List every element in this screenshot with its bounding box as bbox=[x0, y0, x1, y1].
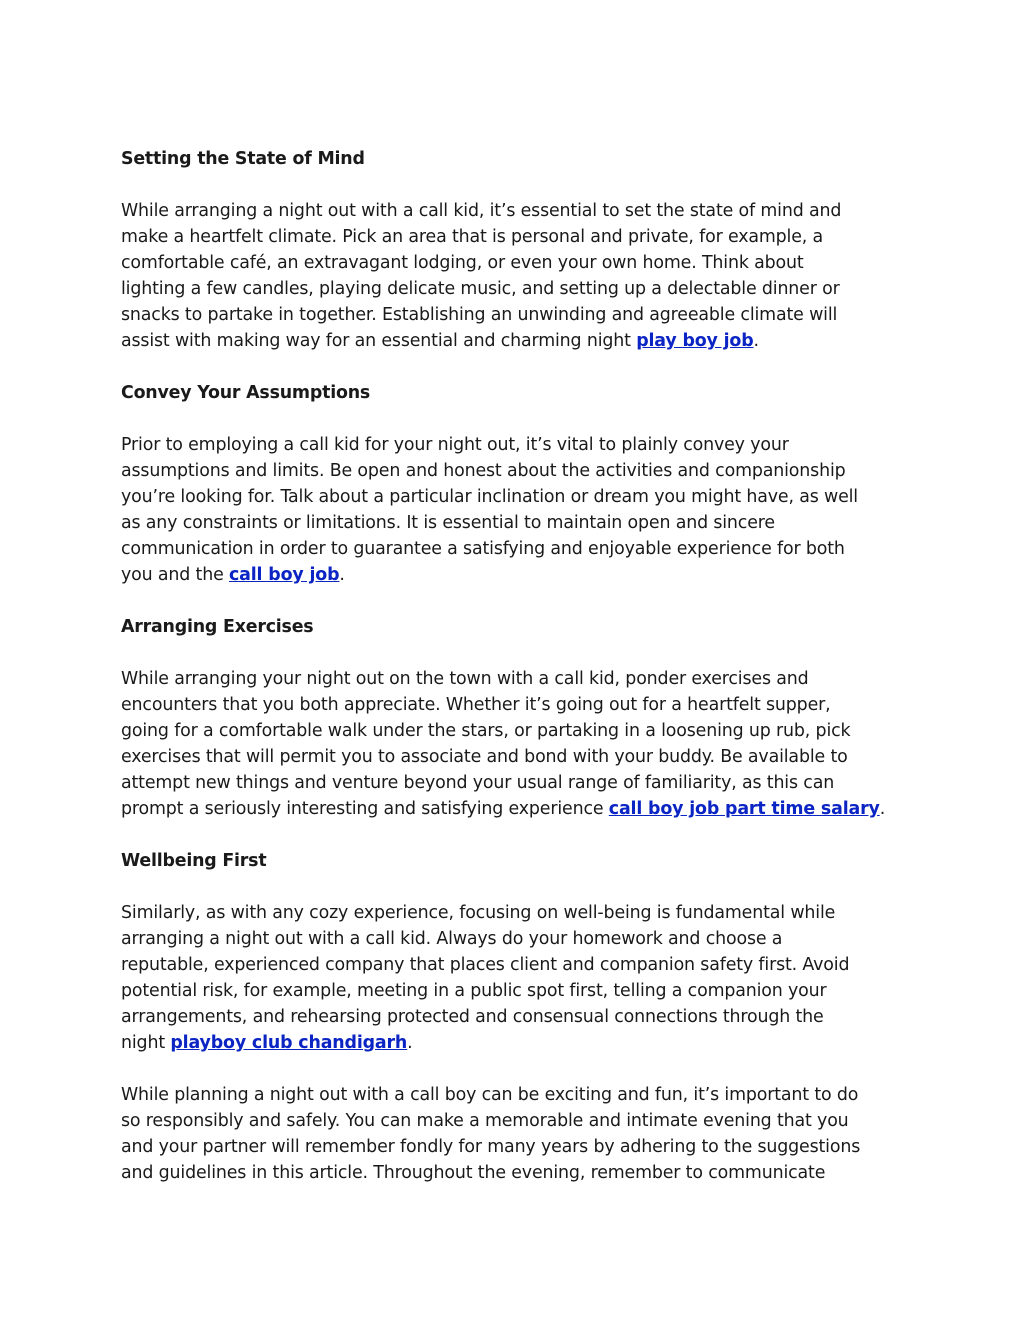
paragraph-line: you’re looking for. Talk about a particular inclination or dream you might have, as well bbox=[121, 487, 858, 507]
paragraph-line: arranging a night out with a call kid. Always do your homework and choose a bbox=[121, 929, 783, 949]
play-boy-job-link[interactable]: play boy job bbox=[636, 331, 754, 351]
paragraph-line: Similarly, as with any cozy experience, focusing on well-being is fundamental while bbox=[121, 903, 836, 923]
line-text: you and the bbox=[121, 565, 229, 585]
paragraph-line: as any constraints or limitations. It is essential to maintain open and sincere bbox=[121, 513, 775, 533]
paragraph-line bbox=[121, 562, 901, 588]
section-heading: Wellbeing First bbox=[121, 851, 267, 871]
paragraph-line: Prior to employing a call kid for your night out, it’s vital to plainly convey your bbox=[121, 435, 789, 455]
section-paragraph bbox=[121, 432, 901, 588]
document-page bbox=[121, 146, 901, 1212]
section-paragraph bbox=[121, 900, 901, 1056]
line-text: assist with making way for an essential and charming night bbox=[121, 331, 637, 351]
paragraph-line: While arranging a night out with a call kid, it’s essential to set the state of mind and bbox=[121, 201, 842, 221]
paragraph-line: and your partner will remember fondly for many years by adhering to the suggestions bbox=[121, 1137, 861, 1157]
paragraph-line: encounters that you both appreciate. Whether it’s going out for a heartfelt supper, bbox=[121, 695, 831, 715]
paragraph-line: assumptions and limits. Be open and honest about the activities and companionship bbox=[121, 461, 846, 481]
paragraph-line: arrangements, and rehearsing protected and consensual connections through the bbox=[121, 1007, 824, 1027]
section-heading: Setting the State of Mind bbox=[121, 149, 365, 169]
paragraph-line bbox=[121, 328, 901, 354]
call-boy-job-link[interactable]: call boy job bbox=[229, 565, 340, 585]
paragraph-line: exercises that will permit you to associate and bond with your buddy. Be available to bbox=[121, 747, 848, 767]
line-punctuation: . bbox=[407, 1033, 413, 1053]
line-punctuation: . bbox=[339, 565, 345, 585]
paragraph-line: going for a comfortable walk under the stars, or partaking in a loosening up rub, pick bbox=[121, 721, 851, 741]
paragraph-line: reputable, experienced company that places client and companion safety first. Avoid bbox=[121, 955, 850, 975]
paragraph-line: attempt new things and venture beyond your usual range of familiarity, as this can bbox=[121, 773, 835, 793]
section-paragraph bbox=[121, 666, 901, 822]
paragraph-line: make a heartfelt climate. Pick an area that is personal and private, for example, a bbox=[121, 227, 824, 247]
line-text: night bbox=[121, 1033, 171, 1053]
paragraph-line: so responsibly and safely. You can make a memorable and intimate evening that you bbox=[121, 1111, 849, 1131]
closing-paragraph bbox=[121, 1082, 901, 1186]
paragraph-line bbox=[121, 796, 901, 822]
section-heading: Arranging Exercises bbox=[121, 617, 314, 637]
line-punctuation: . bbox=[879, 799, 886, 819]
paragraph-line: potential risk, for example, meeting in a public spot first, telling a companion your bbox=[121, 981, 827, 1001]
section-heading: Convey Your Assumptions bbox=[121, 383, 371, 403]
call-boy-job-part-time-salary-link[interactable]: call boy job part time salary bbox=[608, 799, 880, 819]
paragraph-line bbox=[121, 1030, 901, 1056]
line-text: prompt a seriously interesting and satisfying experience bbox=[121, 799, 609, 819]
paragraph-line: While arranging your night out on the town with a call kid, ponder exercises and bbox=[121, 669, 809, 689]
section-paragraph bbox=[121, 198, 901, 354]
paragraph-line: and guidelines in this article. Throughout the evening, remember to communicate bbox=[121, 1163, 826, 1183]
paragraph-line: snacks to partake in together. Establishing an unwinding and agreeable climate will bbox=[121, 305, 838, 325]
playboy-club-chandigarh-link[interactable]: playboy club chandigarh bbox=[170, 1033, 408, 1053]
paragraph-line: While planning a night out with a call boy can be exciting and fun, it’s important to do bbox=[121, 1085, 859, 1105]
paragraph-line: communication in order to guarantee a satisfying and enjoyable experience for both bbox=[121, 539, 845, 559]
paragraph-line: lighting a few candles, playing delicate music, and setting up a delectable dinner or bbox=[121, 279, 840, 299]
paragraph-line: comfortable café, an extravagant lodging, or even your own home. Think about bbox=[121, 253, 804, 273]
line-punctuation: . bbox=[753, 331, 759, 351]
